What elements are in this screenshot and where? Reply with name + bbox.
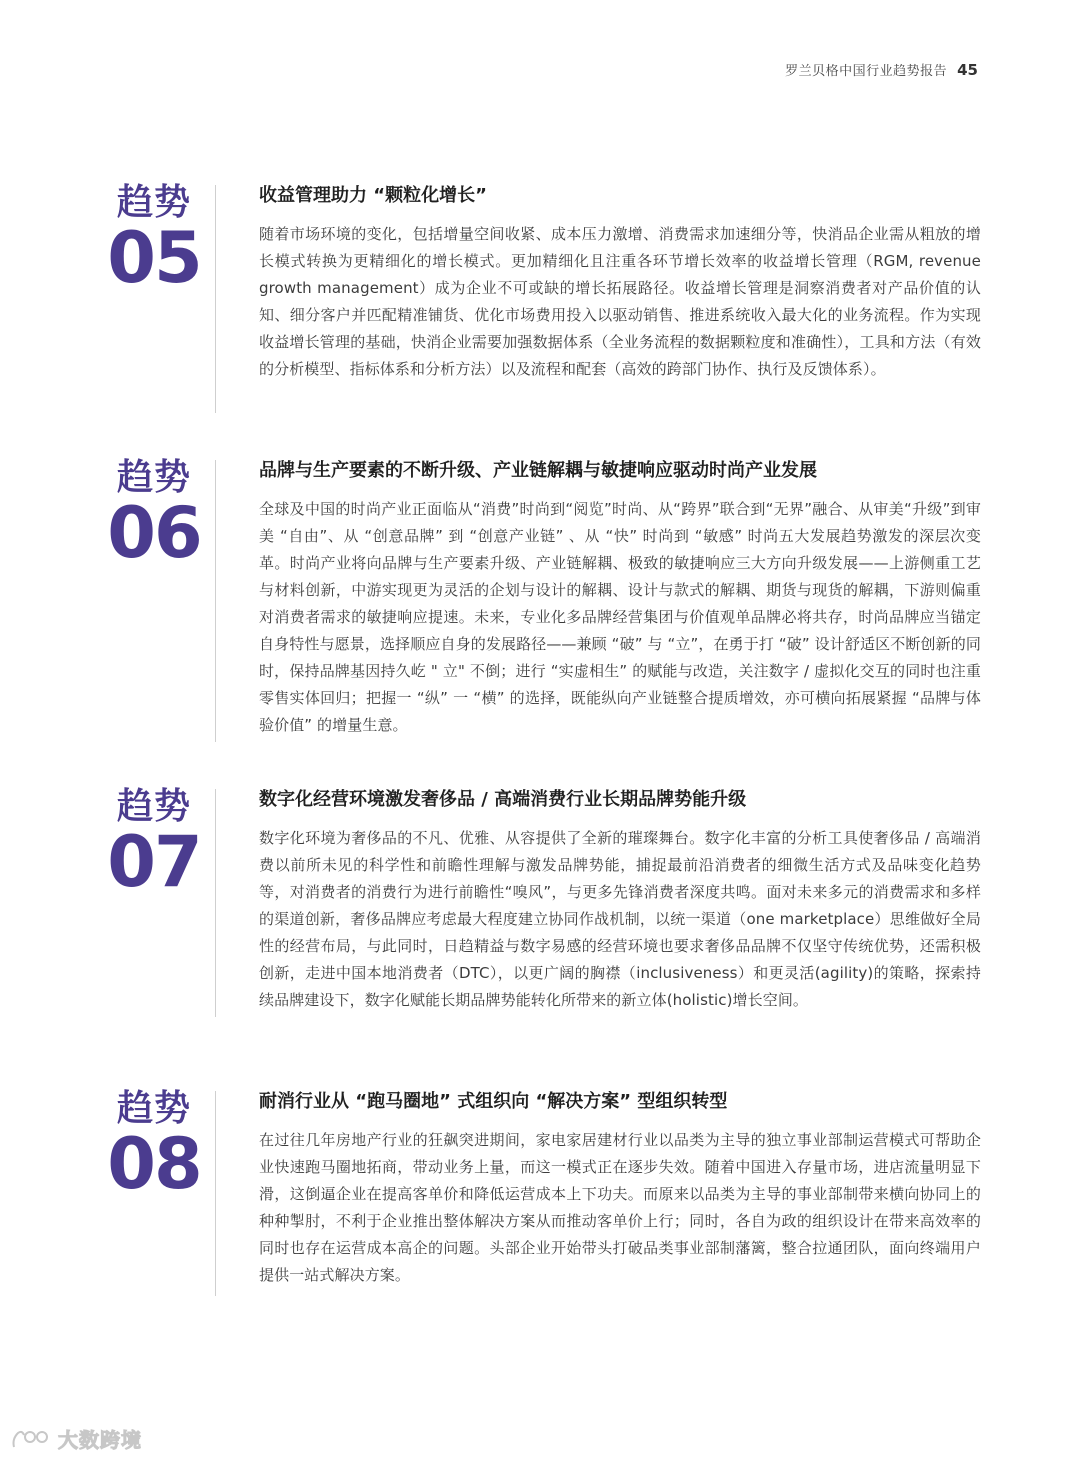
page-number: 45 (957, 61, 978, 79)
vertical-divider (215, 1091, 216, 1296)
trend-label: 趋势 (116, 182, 191, 223)
report-title: 罗兰贝格中国行业趋势报告 (785, 64, 948, 79)
trend-title: 品牌与生产要素的不断升级、产业链解耦与敏捷响应驱动时尚产业发展 (259, 460, 817, 481)
watermark (10, 1424, 142, 1453)
trend-body: 全球及中国的时尚产业正面临从“消费”时尚到“阅览”时尚、从“跨界”联合到“无界”融合、从审美“升级”到审美 “自由”、从 “创意品牌” 到 “创意产业链” 、从 “快” 时尚到 “敏感” 时尚五大发展趋势激发的深层次变革。时尚产业将向品牌与生产要素升级、产业链解耦、极致的敏捷响应三大方向升级发展——上游侧重工艺与材料创新，中游实现更为灵活的企划与设计的解耦、设计与款式的解耦、期货与现货的解耦，下游则偏重对消费者需求的敏捷响应提速。未来，专业化多品牌经营集团与价值观单品牌必将共存，时尚品牌应当锚定自身特性与愿景，选择顺应自身的发展路径——兼顾 “破” 与 “立”，在勇于打 “破” 设计舒适区不断创新的同时，保持品牌基因持久屹 " 立" 不倒；进行 “实虚相生” 的赋能与改造，关注数字 / 虚拟化交互的同时也注重零售实体回归；把握一 “纵” 一 “横” 的选择，既能纵向产业链整合提质增效，亦可横向拓展紧握 “品牌与体验价值” 的增量生意。 (259, 500, 981, 734)
page-header (785, 60, 978, 79)
trend-badge (104, 1088, 204, 1205)
trend-label: 趋势 (116, 1088, 191, 1129)
trend-badge (104, 182, 204, 299)
trend-badge (104, 786, 204, 903)
trend-number: 07 (107, 821, 201, 903)
vertical-divider (215, 460, 216, 742)
trend-content (259, 787, 981, 1014)
watermark-text: 大数跨境 (58, 1428, 142, 1452)
trend-badge (104, 457, 204, 574)
trend-title: 耐消行业从 “跑马圈地” 式组织向 “解决方案” 型组织转型 (259, 1091, 728, 1112)
trend-title: 收益管理助力 “颗粒化增长” (259, 185, 487, 206)
trend-content (259, 183, 981, 383)
trend-title: 数字化经营环境激发奢侈品 / 高端消费行业长期品牌势能升级 (259, 789, 747, 810)
trend-content (259, 1089, 981, 1289)
trend-body: 在过往几年房地产行业的狂飙突进期间，家电家居建材行业以品类为主导的独立事业部制运营模式可帮助企业快速跑马圈地拓商，带动业务上量，而这一模式正在逐步失效。随着中国进入存量市场，进店流量明显下滑，这倒逼企业在提高客单价和降低运营成本上下功夫。而原来以品类为主导的事业部制带来横向协同上的种种掣肘，不利于企业推出整体解决方案从而推动客单价上行；同时，各自为政的组织设计在带来高效率的同时也存在运营成本高企的问题。头部企业开始带头打破品类事业部制藩篱，整合拉通团队，面向终端用户提供一站式解决方案。 (259, 1131, 981, 1284)
trend-label: 趋势 (116, 457, 191, 498)
vertical-divider (215, 789, 216, 1017)
trend-body: 数字化环境为奢侈品的不凡、优雅、从容提供了全新的璀璨舞台。数字化丰富的分析工具使奢侈品 / 高端消费以前所未见的科学性和前瞻性理解与激发品牌势能，捕捉最前沿消费者的细微生活方式及品味变化趋势等，对消费者的消费行为进行前瞻性“嗅风”，与更多先锋消费者深度共鸣。面对未来多元的消费需求和多样的渠道创新，奢侈品牌应考虑最大程度建立协同作战机制，以统一渠道（one marketplace）思维做好全局性的经营布局，与此同时，日趋精益与数字易感的经营环境也要求奢侈品品牌不仅坚守传统优势，还需积极创新，走进中国本地消费者（DTC），以更广阔的胸襟（inclusiveness）和更灵活(agility)的策略，探索持续品牌建设下，数字化赋能长期品牌势能转化所带来的新立体(holistic)增长空间。 (259, 829, 981, 1009)
trend-number: 08 (107, 1123, 201, 1205)
trend-label: 趋势 (116, 786, 191, 827)
watermark-logo-icon (10, 1427, 52, 1451)
trend-number: 05 (107, 217, 201, 299)
vertical-divider (215, 185, 216, 413)
trend-content (259, 458, 981, 739)
trend-number: 06 (107, 492, 201, 574)
trend-body: 随着市场环境的变化，包括增量空间收紧、成本压力激增、消费需求加速细分等，快消品企业需从粗放的增长模式转换为更精细化的增长模式。更加精细化且注重各环节增长效率的收益增长管理（RGM, revenue growth management）成为企业不可或缺的增长拓展路径。收益增长管理是洞察消费者对产品价值的认知、细分客户并匹配精准铺货、优化市场费用投入以驱动销售、推进系统收入最大化的业务流程。作为实现收益增长管理的基础，快消企业需要加强数据体系（全业务流程的数据颗粒度和准确性），工具和方法（有效的分析模型、指标体系和分析方法）以及流程和配套（高效的跨部门协作、执行及反馈体系）。 (259, 225, 981, 378)
